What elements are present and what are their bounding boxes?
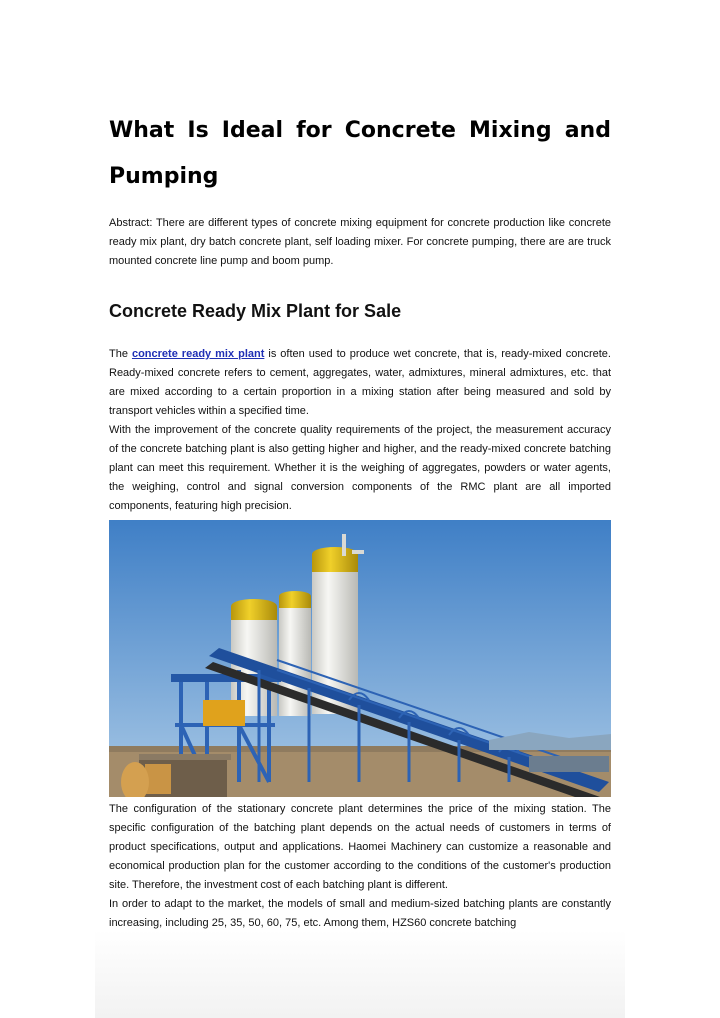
quality-paragraph: With the improvement of the concrete quality requirements of the project, the measurement accuracy of the concrete batching plant is also getting higher and higher, and the ready-mixed concrete batching plant can meet this requirement. Whether it is the weighing of aggregates, powders or water agents, the weighing, control and signal conversion components of the RMC plant are all imported components, featuring high precision. [109, 424, 611, 512]
configuration-paragraph: The configuration of the stationary concrete plant determines the price of the mixing station. The specific configuration of the batching plant depends on the actual needs of customers in terms of product specifications, output and applications. Haomei Machinery can customize a reasonable and economical production plan for the customer according to the conditions of the customer's production site. Therefore, the investment cost of each batching plant is different. [109, 803, 611, 891]
title-word: Concrete [344, 118, 456, 143]
market-paragraph: In order to adapt to the market, the models of small and medium-sized batching plants are constantly increasing, including 25, 35, 50, 60, 75, etc. Among them, HZS60 concrete batching [109, 898, 611, 929]
concrete-ready-mix-plant-link[interactable]: concrete ready mix plant [131, 348, 265, 360]
intro-prefix: The [109, 348, 132, 360]
title-word: for [296, 118, 332, 143]
document-content [109, 108, 611, 933]
intro-paragraph [109, 345, 611, 421]
page-bottom-shade [95, 930, 625, 1018]
title-word: Is [187, 118, 209, 143]
abstract-paragraph: Abstract: There are different types of concrete mixing equipment for concrete production like concrete ready mix plant, dry batch concrete plant, self loading mixer. For concrete pumping, there are are truck mounted concrete line pump and boom pump. [109, 217, 611, 267]
document-title [109, 108, 611, 200]
title-word: What [109, 118, 175, 143]
batching-plant-photo [109, 520, 611, 797]
intro-rest: is often used to produce wet concrete, that is, ready-mixed concrete. Ready-mixed concrete refers to cement, aggregates, water, admixtures, mineral admixtures, etc. that are mixed according to a certain proportion in a mixing station after being measured and sold by transport vehicles within a specified time. [109, 348, 611, 417]
title-word: Ideal [221, 118, 284, 143]
title-word: and [564, 118, 611, 143]
title-line-1 [109, 108, 611, 154]
section-heading: Concrete Ready Mix Plant for Sale [109, 301, 402, 321]
title-line-2: Pumping [109, 164, 219, 189]
title-word: Mixing [469, 118, 552, 143]
